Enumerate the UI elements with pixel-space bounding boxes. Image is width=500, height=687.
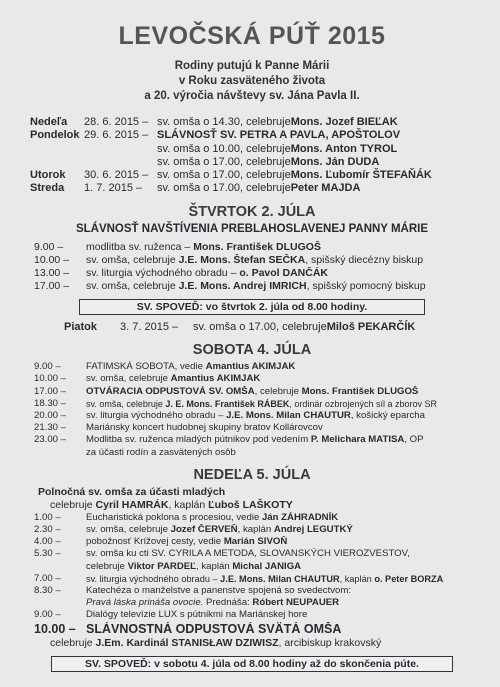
person: Amantius AKIMJAK [170,373,261,385]
schedule-row [30,143,474,156]
time: 13.00 – [34,266,70,279]
time: 9.00 – [34,240,64,253]
row-text: sv. omša o 17.00, celebruje [157,155,291,168]
person: J.E. Mons. Milan CHAUTUR [220,573,340,584]
feast-name: SLÁVNOSŤ SV. PETRA A PAVLA, APOŠTOLOV [157,129,401,142]
day-name: Nedeľa [30,116,68,128]
item-text: sv. omša, celebruje [86,398,166,409]
list-item [30,398,474,410]
list-item [30,609,474,621]
person: J.E. Mons. Štefan SEČKA [178,253,306,266]
saturday-heading: SOBOTA 4. JÚLA [192,342,312,359]
row-text: sv. omša o 17.00, celebruje [157,169,291,182]
schedule-row [30,169,474,182]
time: 10.00 – [34,253,70,266]
person: Mons. František DLUGOŠ [193,240,321,253]
item-text: sv. omša ku cti SV. CYRILA A METODA, SLOVANSKÝCH VIEROZVESTOV, [86,548,410,560]
date: 30. 6. 2015 – [84,169,149,182]
weekday-schedule [30,116,474,196]
list-item [30,410,474,422]
day-name: Pondelok [30,129,80,142]
list-item [30,373,474,385]
celebrant: Mons. Jozef BIEĽAK [290,116,398,128]
person: o. Peter BORZA [374,573,444,584]
time [30,561,86,573]
time: 1.00 – [34,511,61,523]
list-item [30,422,474,434]
list-item [30,573,474,585]
sunday-heading: NEDEĽA 5. JÚLA [193,466,311,483]
time: 18.30 – [34,397,67,409]
list-item [30,524,474,536]
item-text: Prednáša: [203,597,253,609]
list-item [30,254,474,267]
person: Andrej LEGUTKÝ [273,523,353,535]
person: Marián SIVOŇ [223,536,288,548]
item-text: , spišský diecézny biskup [305,253,424,266]
item-text: , kaplán [196,560,233,572]
schedule-row [30,156,474,169]
item-text: za účasti rodín a zasvätených osôb [86,446,236,458]
time: 17.00 – [34,385,67,397]
confession-notice-saturday: SV. SPOVEĎ: v sobotu 4. júla od 8.00 hodiny až do skončenia púte. [51,656,453,672]
item-text: sv. liturgia východného obradu – [86,409,227,421]
day-name: Streda [30,182,65,195]
person: Jozef ČERVEŇ [170,523,238,535]
person: Michal JANIGA [232,560,302,572]
midnight-mass: Polnočná sv. omša za účasti mladých [38,485,226,498]
item-text: sv. omša, celebruje [86,253,179,266]
day-name [30,156,84,169]
time [30,597,86,609]
item-text: Katechéza o manželstve a panenstve spojená so svedectvom: [86,585,352,596]
date [84,156,157,169]
list-item [30,434,474,446]
celebrant: Miloš PEKARČÍK [326,321,416,334]
confession-notice-thursday: SV. SPOVEĎ: vo štvrtok 2. júla od 8.00 hodiny. [79,299,425,315]
sunday-list [30,512,474,622]
talk-title: Pravá láska prináša ovocie. [86,597,204,609]
person: Róbert NEUPAUER [252,597,340,609]
person: Cyril HAMRÁK [95,498,169,511]
event-name: SLÁVNOSTNÁ ODPUSTOVÁ SVÄTÁ OMŠA [86,621,342,636]
item-text: , kaplán [237,523,274,535]
person: Amantius AKIMJAK [205,361,296,373]
time: 4.00 – [34,536,61,548]
item-text: celebruje [86,560,128,572]
celebrant: Mons. Ľubomír ŠTEFAŇÁK [290,169,432,182]
item-text: pobožnosť Krížovej cesty, vedie [86,536,224,548]
list-item [30,536,474,548]
row-text: sv. omša o 17.00, celebruje [193,321,327,334]
item-text: sv. liturgia východného obradu – [86,573,221,584]
person: J.Em. Kardinál STANISŁAW DZIWISZ [95,636,279,649]
item-text: , kaplán [339,573,375,584]
schedule-row [30,129,474,142]
date: 29. 6. 2015 – [84,129,149,142]
list-item [30,447,474,459]
list-item [30,585,474,597]
date: 28. 6. 2015 – [84,116,149,128]
item-text: FATIMSKÁ SOBOTA, vedie [86,361,206,373]
item-text: Eucharistická poklona s procesiou, vedie [86,511,262,523]
row-text: sv. omša o 14.30, celebruje [157,116,291,128]
person: o. Pavol DANČÁK [239,266,329,279]
time: 23.00 – [34,434,67,446]
person: P. Melichara MATISA [310,434,405,446]
time: 21.30 – [34,422,67,434]
schedule-row [30,116,474,129]
item-text: , košický eparcha [350,409,425,421]
row-text: sv. omša o 10.00, celebruje [157,142,291,155]
item-text: , kaplán [168,498,209,511]
date: 3. 7. 2015 – [120,321,179,334]
subtitle-block [30,59,474,104]
main-mass [30,622,474,637]
main-mass-celebrant [30,637,474,650]
person: J.E. Mons. Andrej IMRICH [178,280,307,293]
item-text: Modlitba sv. ruženca mladých pútnikov pod vedením [86,434,311,446]
subtitle-line: Rodiny putujú k Panne Márii [174,60,330,72]
celebrant: Peter MAJDA [290,182,361,195]
subtitle-line: a 20. výročia návštevy sv. Jána Pavla II. [144,90,360,102]
time: 17.00 – [34,280,70,293]
list-item [30,386,474,398]
list-item [30,548,474,560]
item-text: , celebruje [254,385,302,397]
item-text: modlitba sv. ruženca – [86,240,194,253]
day-name: Utorok [30,169,66,182]
item-text: sv. omša, celebruje [86,523,171,535]
celebrant: Mons. Ján DUDA [290,155,380,168]
item-text: celebruje [50,636,96,649]
time: 8.30 – [34,585,61,596]
item-text: celebruje [50,498,96,511]
list-item [30,280,474,293]
time: 9.00 – [34,361,61,373]
list-item [30,597,474,609]
item-text: , OP [404,434,424,446]
thursday-list [30,241,474,293]
page-title: LEVOČSKÁ PÚŤ 2015 [118,22,386,50]
person: Ľuboš LAŠKOTY [208,498,293,511]
time [30,447,86,459]
item-text: , ordinár ozbrojených síl a zborov SR [289,398,437,409]
time: 10.00 – [34,621,76,636]
friday-row [30,321,474,334]
list-item [30,361,474,373]
time: 20.00 – [34,409,67,421]
list-item [30,512,474,524]
time: 9.00 – [34,609,61,621]
person: J. E. Mons. František RÁBEK [165,398,290,409]
item-text: sv. liturgia východného obradu – [86,266,240,279]
subtitle-line: v Roku zasväteného života [178,75,326,87]
time: 2.30 – [34,523,61,535]
day-name: Piatok [64,321,98,334]
person: J.E. Mons. Milan CHAUTUR [226,409,351,421]
time: 5.30 – [34,548,61,560]
person: Ján ZÁHRADNÍK [261,511,339,523]
list-item [30,561,474,573]
item-text: Mariánsky koncert hudobnej skupiny bratov Kollárovcov [86,422,323,434]
person: Mons. František DLUGOŠ [301,385,419,397]
saturday-list [30,361,474,459]
event-name: OTVÁRACIA ODPUSTOVÁ SV. OMŠA [86,385,255,397]
item-text: sv. omša, celebruje [86,280,179,293]
date [84,143,157,156]
time: 10.00 – [34,373,67,385]
thursday-feast: SLÁVNOSŤ NAVŠTÍVENIA PREBLAHOSLAVENEJ PANNY MÁRIE [75,222,429,235]
list-item [30,267,474,280]
date: 1. 7. 2015 – [84,182,143,195]
item-text: , spišský pomocný biskup [306,280,426,293]
item-text: Dialógy televízie LUX s pútnikmi na Mariánskej hore [86,609,308,621]
midnight-celebrants [30,499,474,512]
time: 7.00 – [34,572,61,584]
item-text: , arcibiskup krakovský [278,636,382,649]
celebrant: Mons. Anton TYROL [290,142,398,155]
thursday-heading: ŠTVRTOK 2. JÚLA [188,203,316,220]
day-name [30,143,84,156]
row-text: sv. omša o 17.00, celebruje [157,182,291,195]
list-item [30,241,474,254]
schedule-row [30,182,474,195]
item-text: sv. omša, celebruje [86,373,171,385]
person: Viktor PARDEĽ [127,560,197,572]
